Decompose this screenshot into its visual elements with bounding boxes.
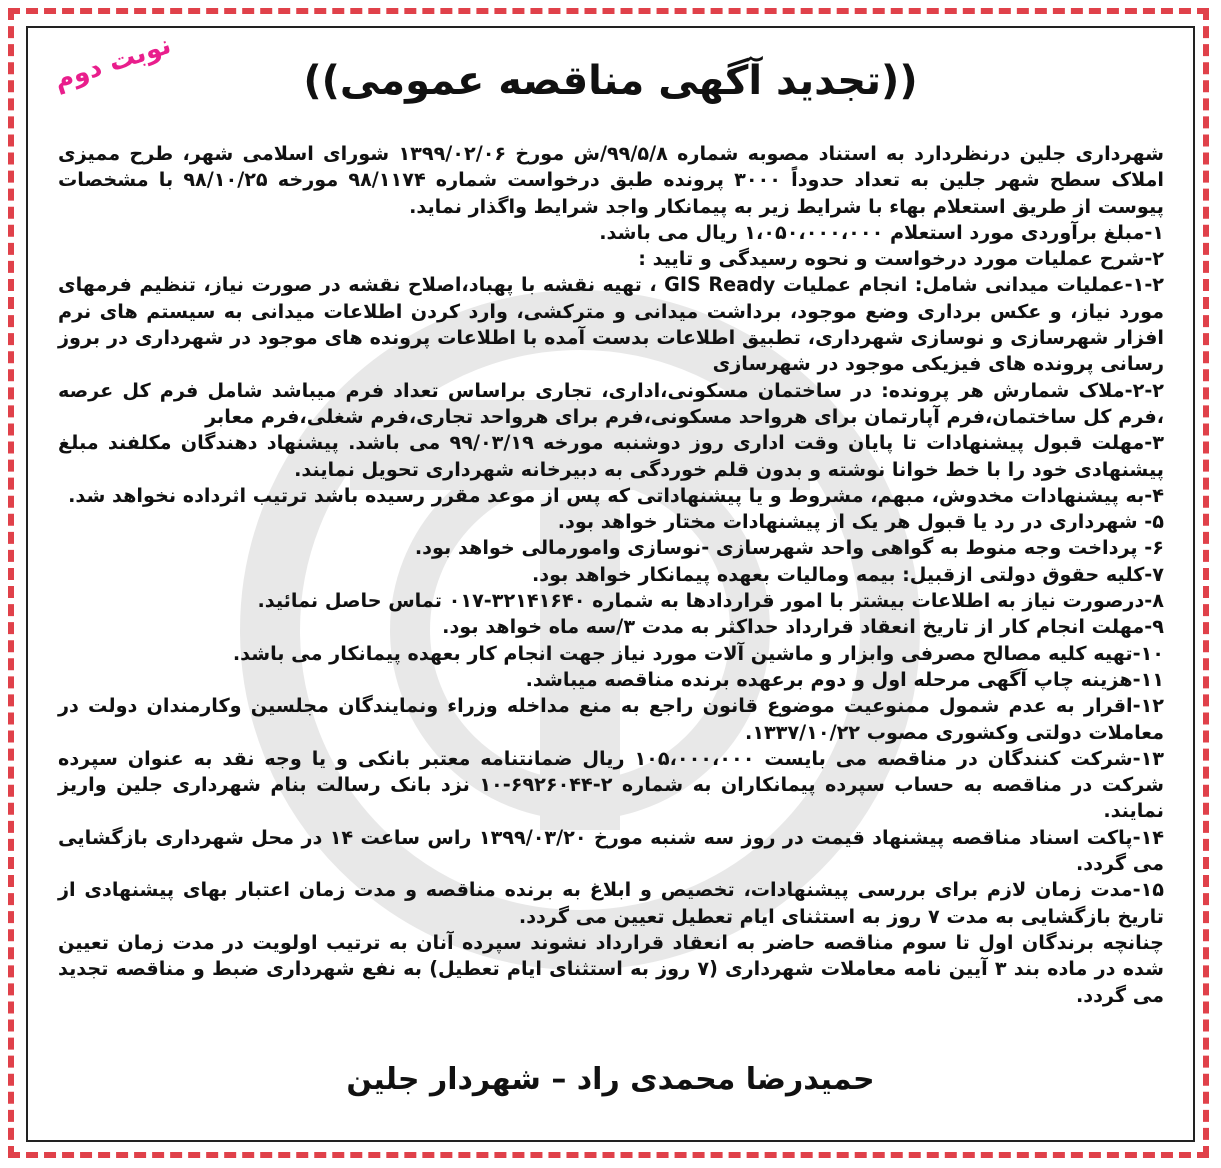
clause-2: ۲-شرح عملیات مورد درخواست و نحوه رسیدگی و تایید : <box>638 247 1164 271</box>
clause-4: ۴-به پیشنهادات مخدوش، مبهم، مشروط و یا پیشنهاداتی که پس از موعد مقرر رسیده باشد ترتیب اثرداده نخواهد شد. <box>68 483 1164 507</box>
clause-15: ۱۵-مدت زمان لازم برای بررسی پیشنهادات، تخصیص و ابلاغ به برنده مناقصه و مدت زمان اعتبار بهای پیشنهادی از تاریخ بازگشایی به مدت ۷ روز به استثنای ایام تعطیل تعیین می گردد. <box>58 878 1164 928</box>
notice-body <box>58 141 1164 1009</box>
clause-14: ۱۴-پاکت اسناد مناقصه پیشنهاد قیمت در روز سه شنبه مورخ ۱۳۹۹/۰۳/۲۰ راس ساعت ۱۴ در محل شهرداری بازگشایی می گردد. <box>58 825 1164 876</box>
clause-2-1: ۱-۲-عملیات میدانی شامل: انجام عملیات GIS Ready ، تهیه نقشه با پهباد،اصلاح نقشه در صورت نیاز، تنظیم فرمهای مورد نیاز، و عکس برداری وضع موجود، برداشت میدانی و مترکشی، وارد کردن اطلاعات میدانی به سیستم های نرم افزار شهرسازی و نوسازی شهرداری، تطبیق اطلاعات بدست آمده با اطلاعات پرونده های موجود در شهرداری در بروز رسانی پرونده های فیزیکی موجود در شهرسازی <box>58 273 1164 376</box>
clause-8: ۸-درصورت نیاز به اطلاعات بیشتر با امور قراردادها به شماره ۳۲۱۴۱۶۴۰-۰۱۷ تماس حاصل نمائید. <box>257 589 1164 613</box>
clause-13: ۱۳-شرکت کنندگان در مناقصه می بایست ۱۰۵،۰۰۰،۰۰۰ ریال ضمانتنامه معتبر بانکی و یا وجه نقد به عنوان سپرده شرکت در مناقصه به حساب سپرده پیمانکاران به شماره ۲-۶۹۲۶۰۴۴-۱۰ نزد بانک رسالت بنام شهرداری جلین واریز نمایند. <box>58 746 1165 823</box>
clause-10: ۱۰-تهیه کلیه مصالح مصرفی وابزار و ماشین آلات مورد نیاز جهت انجام کار بعهده پیمانکار می باشد. <box>232 641 1164 665</box>
clause-12: ۱۲-اقرار به عدم شمول ممنوعیت موضوع قانون راجع به منع مداخله وزراء ونمایندگان مجلسین وکارمندان دولت در معاملات دولتی وکشوری مصوب ۱۳۳۷/۱۰/۲۲. <box>58 694 1164 744</box>
clause-2-2: ۲-۲-ملاک شمارش هر پرونده: در ساختمان مسکونی،اداری، تجاری براساس تعداد فرم میباشد شامل فرم کل عرصه ،فرم کل ساختمان،فرم آپارتمان برای هرواحد مسکونی،فرم برای هرواحد تجاری،فرم شغلی،فرم معابر <box>58 378 1164 428</box>
clause-9: ۹-مهلت انجام کار از تاریخ انعقاد قرارداد حداکثر به مدت ۳/سه ماه خواهد بود. <box>442 615 1164 639</box>
clause-5: ۵- شهرداری در رد یا قبول هر یک از پیشنهادات مختار خواهد بود. <box>557 510 1164 534</box>
intro-paragraph: شهرداری جلین درنظردارد به استناد مصوبه شماره ۹۹/۵/۸/ش مورخ ۱۳۹۹/۰۲/۰۶ شورای اسلامی شهر، طرح ممیزی املاک سطح شهر جلین به تعداد حدوداً ۳۰۰۰ پرونده طبق درخواست شماره ۹۸/۱۱۷۴ مورخه ۹۸/۱۰/۲۵ با مشخصات پیوست از طریق استعلام بهاء با شرایط زیر به پیمانکار واجد شرایط واگذار نماید. <box>58 142 1164 218</box>
page-title: ((تجدید آگهی مناقصه عمومی)) <box>303 58 918 104</box>
clause-11: ۱۱-هزینه چاپ آگهی مرحله اول و دوم برعهده برنده مناقصه میباشد. <box>525 667 1164 691</box>
signature: حمیدرضا محمدی راد – شهردار جلین <box>346 1062 875 1097</box>
clause-7: ۷-کلیه حقوق دولتی ازقبیل: بیمه ومالیات بعهده پیمانکار خواهد بود. <box>531 562 1164 586</box>
clause-3: ۳-مهلت قبول پیشنهادات تا پایان وقت اداری روز دوشنبه مورخه ۹۹/۰۳/۱۹ می باشد. پیشنهاد دهندگان مکلفند مبلغ پیشنهادی خود را با خط خوانا نوشته و بدون قلم خوردگی به دبیرخانه شهرداری تحویل نمایند. <box>58 431 1164 481</box>
clause-1: ۱-مبلغ برآوردی مورد استعلام ۱،۰۵۰،۰۰۰،۰۰۰ ریال می باشد. <box>599 220 1164 244</box>
second-publication-badge: نوبت دوم <box>50 30 175 96</box>
closing-paragraph: چنانچه برندگان اول تا سوم مناقصه حاضر به انعقاد قرارداد نشوند سپرده آنان به ترتیب اولویت در مدت زمان تعیین شده در ماده بند ۳ آیین نامه معاملات شهرداری (۷ روز به استثنای ایام تعطیل) به نفع شهرداری ضبط و مناقصه تجدید می گردد. <box>58 930 1164 1007</box>
clause-6: ۶- پرداخت وجه منوط به گواهی واحد شهرسازی -نوسازی وامورمالی خواهد بود. <box>414 536 1164 560</box>
